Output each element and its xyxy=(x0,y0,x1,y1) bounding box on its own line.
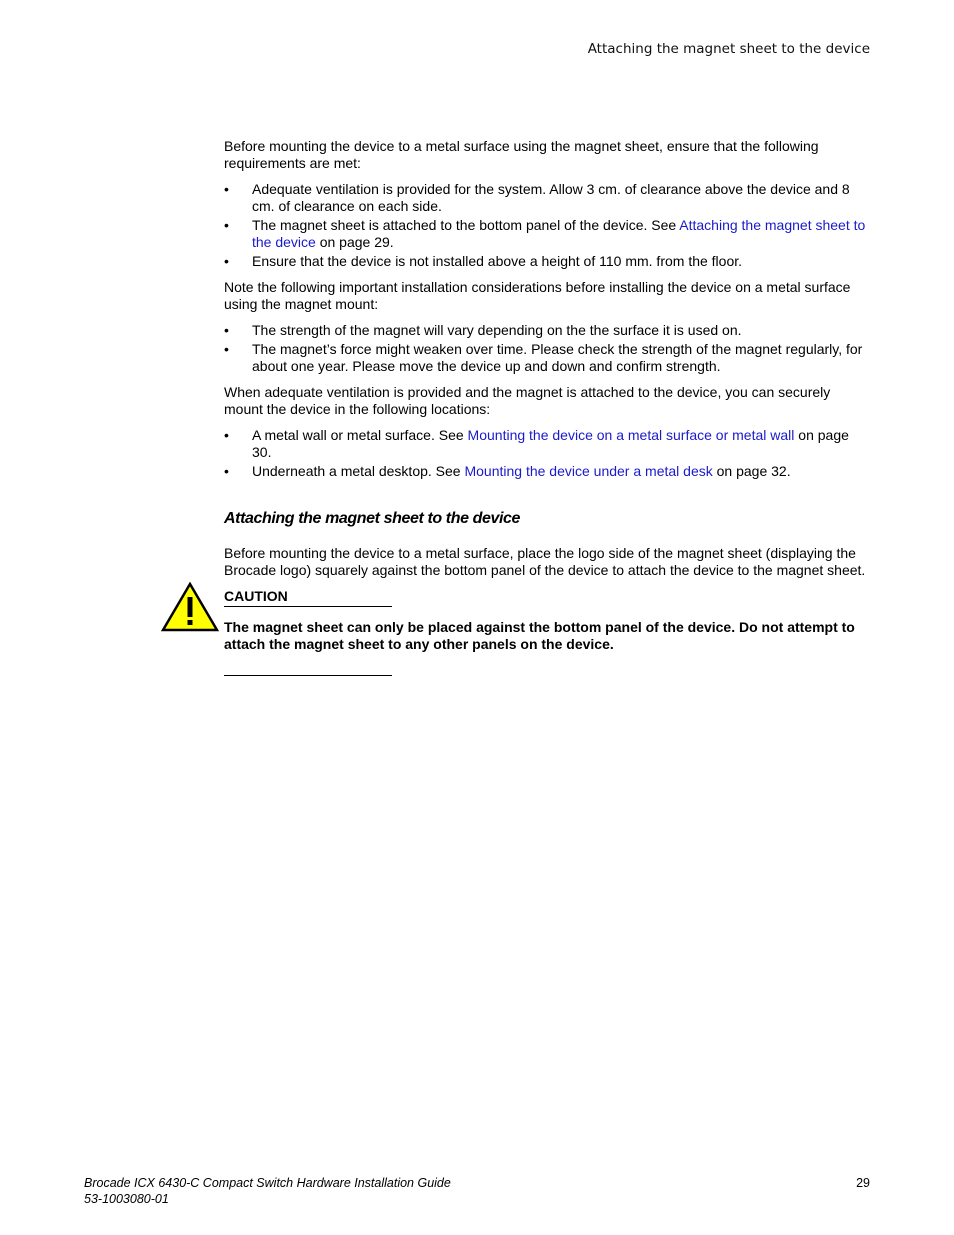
caution-divider xyxy=(224,675,392,676)
list-item xyxy=(224,322,872,339)
bullet: • xyxy=(224,181,229,197)
page-reference: on page 29. xyxy=(315,234,394,250)
considerations-list xyxy=(224,322,872,375)
list-item xyxy=(224,181,872,215)
doc-title: Brocade ICX 6430-C Compact Switch Hardware Installation Guide xyxy=(84,1176,451,1190)
bullet: • xyxy=(224,341,229,357)
section-body: Before mounting the device to a metal surface, place the logo side of the magnet sheet (displaying the Brocade logo) squarely against the bottom panel of the device to attach the device to the magnet sheet. xyxy=(224,545,866,578)
location-text: A metal wall or metal surface. See xyxy=(252,427,468,443)
consideration-text: The strength of the magnet will vary depending on the the surface it is used on. xyxy=(252,322,742,338)
locations-list xyxy=(224,427,872,480)
main-content xyxy=(224,138,872,676)
warning-triangle-icon xyxy=(161,582,219,632)
page-reference: on page 30. xyxy=(252,427,849,460)
page-reference: on page 32. xyxy=(712,463,791,479)
location-text: Underneath a metal desktop. See xyxy=(252,463,465,479)
bullet: • xyxy=(224,322,229,338)
list-item xyxy=(224,341,872,375)
doc-number: 53-1003080-01 xyxy=(84,1192,169,1206)
xref-link-attaching-magnet-sheet[interactable]: Attaching the magnet sheet to the device xyxy=(252,217,866,250)
requirement-text: Adequate ventilation is provided for the system. Allow 3 cm. of clearance above the device and 8 cm. of clearance on each side. xyxy=(252,181,850,214)
running-header: Attaching the magnet sheet to the device xyxy=(587,41,870,57)
caution-block xyxy=(224,588,872,676)
xref-link-metal-wall[interactable]: Mounting the device on a metal surface or metal wall xyxy=(467,427,795,443)
list-item xyxy=(224,427,872,461)
considerations-intro: Note the following important installation considerations before installing the device on a metal surface using the magnet mount: xyxy=(224,279,851,312)
page-number: 29 xyxy=(856,1176,870,1190)
bullet: • xyxy=(224,253,229,269)
requirement-text: Ensure that the device is not installed above a height of 110 mm. from the floor. xyxy=(252,253,743,269)
list-item xyxy=(224,217,872,251)
intro-paragraph: Before mounting the device to a metal surface using the magnet sheet, ensure that the following requirements are met: xyxy=(224,138,819,171)
section-heading: Attaching the magnet sheet to the device xyxy=(224,510,521,527)
bullet: • xyxy=(224,427,229,443)
consideration-text: The magnet’s force might weaken over time. Please check the strength of the magnet regularly, for about one year. Please move the device up and down and confirm strength. xyxy=(252,341,863,374)
caution-text: The magnet sheet can only be placed against the bottom panel of the device. Do not attempt to attach the magnet sheet to any other panels on the device. xyxy=(224,619,855,652)
caution-label: CAUTION xyxy=(224,588,392,607)
xref-link-metal-desk[interactable]: Mounting the device under a metal desk xyxy=(464,463,713,479)
list-item xyxy=(224,463,872,480)
bullet: • xyxy=(224,463,229,479)
page-footer xyxy=(84,1175,870,1207)
requirement-text: The magnet sheet is attached to the bottom panel of the device. See xyxy=(252,217,680,233)
bullet: • xyxy=(224,217,229,233)
list-item xyxy=(224,253,872,270)
locations-intro: When adequate ventilation is provided and the magnet is attached to the device, you can securely mount the device in the following locations: xyxy=(224,384,831,417)
requirements-list xyxy=(224,181,872,270)
